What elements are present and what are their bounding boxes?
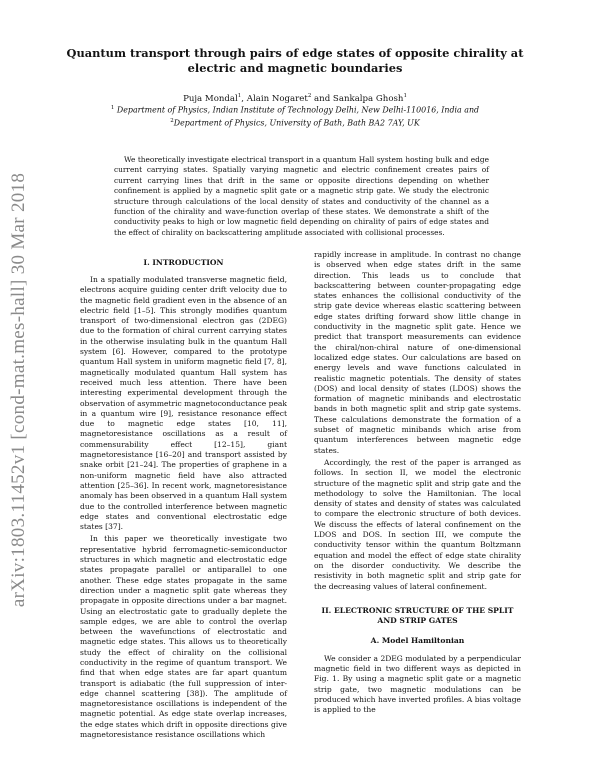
author-list: Puja Mondal$^1$, Alain Nogaret$^2$ and Sankalpa Ghosh$^1$ [183, 93, 407, 104]
left-column [80, 258, 287, 740]
affiliation-2: $^2$Department of Physics, University of Bath, Bath BA2 7AY, UK [170, 118, 420, 128]
arxiv-identifier: arXiv:1803.11452v1 [cond-mat.mes-hall] 30 Mar 2018 [8, 172, 30, 608]
arxiv-stamp [2, 170, 36, 610]
intro-paragraph-1: In a spatially modulated transverse magnetic field, electrons acquire guiding center drift velocity due to the magnetic field gradient even in the absence of an electric field [1–5]. This strongly modifies quantum transport of two-dimensional electron gas (2DEG) due to the formation of chiral current carrying states in the otherwise insulating bulk in the quantum Hall system [6]. However, compared to the prototype quantum Hall system in uniform magnetic field [7, 8], magnetically modulated quantum Hall system has received much less attention. There have been interesting experimental development through the observation of asymmetric magnetoconductance peak in a quantum wire [9], resistance resonance effect due to magnetic edge states [10, 11], magnetoresistance oscillations as a result of commensurability effect [12–15], giant magnetoresistance [16–20] and transport assisted by snake orbit [21–24]. The properties of graphene in a non-uniform magnetic field have also attracted attention [25–36]. In recent work, magnetoresistance anomaly has been observed in a quantum Hall system due to the controlled interference between magnetic edge states and conventional electrostatic edge states [37]. [80, 275, 287, 532]
intro-paragraph-outline: Accordingly, the rest of the paper is arranged as follows. In section II, we model the electronic structure of the magnetic split and strip gate and the methodology to solve the Hamiltonian. The local density of states and density of states was calculated to compare the electronic structure of both devices. We discuss the effects of lateral confinement on the LDOS and DOS. In section III, we compute the conductivity tensor within the quantum Boltzmann equation and model the effect of edge state chirality on the disorder conductivity. We describe the resistivity in both magnetic split and strip gate for the decreasing values of lateral confinement. [314, 457, 521, 591]
intro-paragraph-2: In this paper we theoretically investigate two representative hybrid ferromagnetic-semiconductor structures in which magnetic and electrostatic edge states propagate parallel or antiparallel to one another. These edge states propagate in the same direction under a magnetic split gate whereas they propagate in opposite directions under a bar magnet. Using an electrostatic gate to gradually deplete the sample edges, we are able to control the overlap between the wavefunctions of electrostatic and magnetic edge states. This allows us to theoretically study the effect of chirality on the collisional conductivity in the regime of quantum transport. We find that when edge states are far apart quantum transport is adiabatic (the full suppression of inter-edge channel scattering [38]). The amplitude of magnetoresistance oscillations is independent of the magnetic potential. As edge state overlap increases, the edge states which drift in opposite directions give magnetoresistance resistance oscillations which [80, 534, 287, 740]
right-column [314, 250, 521, 716]
affiliations [60, 103, 530, 129]
affiliation-1: $^1$ Department of Physics, Indian Institute of Technology Delhi, New Delhi-110016, India and [110, 105, 480, 115]
intro-paragraph-continued: rapidly increase in amplitude. In contrast no change is observed when edge states drift in the same direction. This leads us to conclude that backscattering between counter-propagating edge states enhances the collisional conductivity of the strip gate device whereas elastic scattering between edge states drifting forward show little change in conductivity in the magnetic split gate. Hence we predict that transport measurements can evidence the chiral/non-chiral nature of one-dimensional localized edge states. Our calculations are based on energy levels and wave functions calculated in realistic magnetic potentials. The density of states (DOS) and local density of states (LDOS) shows the formation of magnetic minibands and electrostatic bands in both magnetic split and strip gate systems. These calculations demonstrate the formation of a subset of magnetic minibands which arise from quantum interferences between magnetic edge states. [314, 250, 521, 455]
subsection-heading-model-hamiltonian: A. Model Hamiltonian [370, 635, 465, 645]
section-heading-introduction: I. INTRODUCTION [143, 258, 224, 267]
paper-title: Quantum transport through pairs of edge states of opposite chirality at electric and magnetic boundaries [66, 46, 524, 75]
section-heading-electronic-structure: II. ELECTRONIC STRUCTURE OF THE SPLIT AND STRIP GATES [321, 605, 514, 625]
abstract: We theoretically investigate electrical transport in a quantum Hall system hosting bulk and edge current carrying states. Spatially varying magnetic and electric confinement creates pairs of current carrying lines that drift in the same or opposite directions depending on whether confinement is applied by a magnetic split gate or a magnetic strip gate. We study the electronic structure through calculations of the local density of states and conductivity of the channel as a function of the chirality and wave-function overlap of these states. We demonstrate a shift of the conductivity peaks to high or low magnetic field depending on chirality of pairs of edge states and the effect of chirality on backscattering amplitude associated with collisional processes. [114, 155, 489, 237]
model-paragraph-1: We consider a 2DEG modulated by a perpendicular magnetic field in two different ways as depicted in Fig. 1. By using a magnetic split gate or a magnetic strip gate, two magnetic modulations can be produced which have inverted profiles. A bias voltage is applied to the [314, 653, 521, 715]
